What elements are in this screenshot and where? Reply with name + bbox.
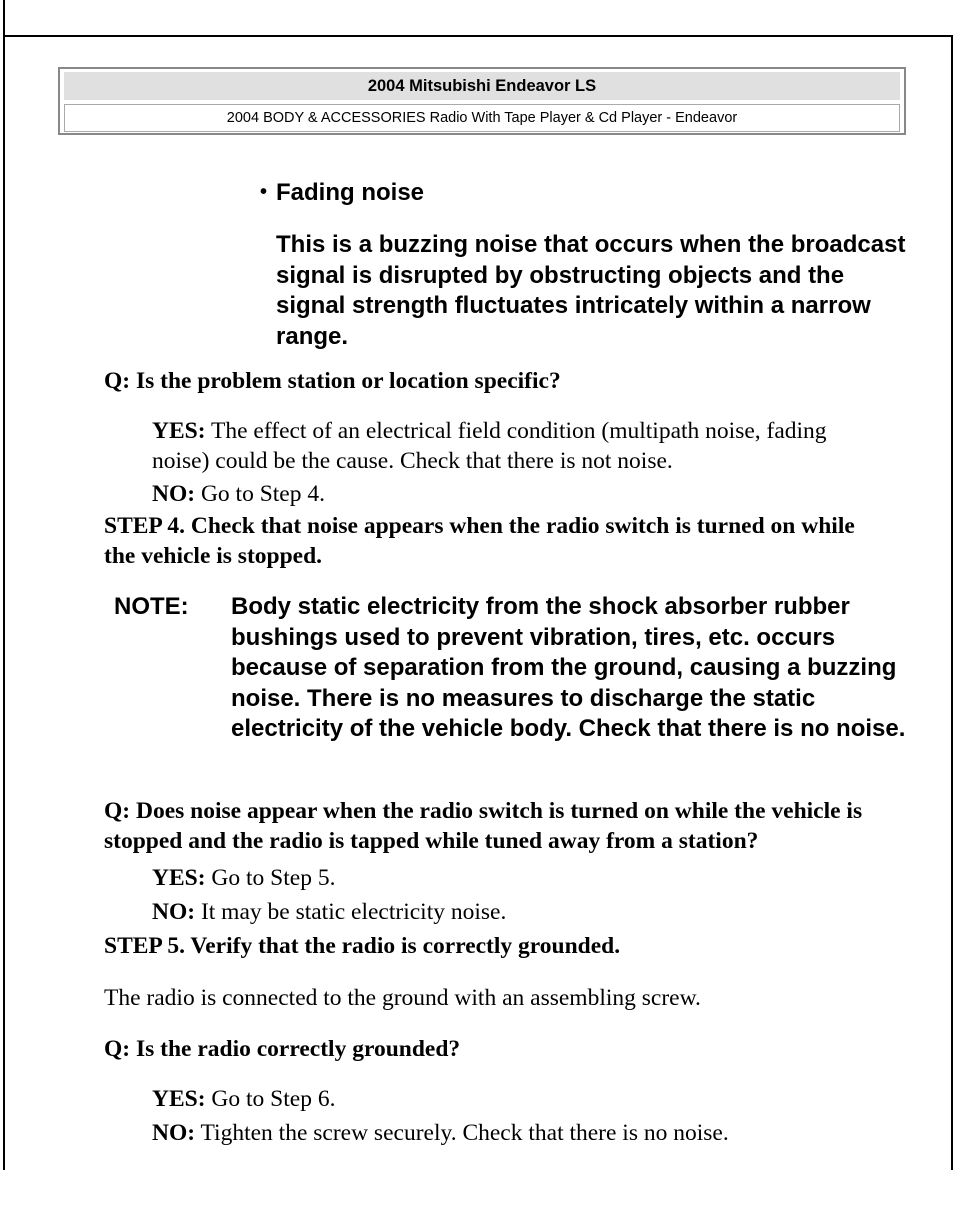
- no-text: Go to Step 4.: [195, 481, 325, 507]
- step-5-heading: STEP 5. Verify that the radio is correctly grounded.: [104, 933, 621, 959]
- answer-no-1: [152, 479, 872, 509]
- question-1: Q: Is the problem station or location specific?: [104, 368, 561, 394]
- answer-yes-2: [152, 863, 872, 893]
- fading-noise-description: This is a buzzing noise that occurs when the broadcast signal is disrupted by obstructing objects and the signal strength fluctuates intricately within a narrow range.: [276, 231, 906, 350]
- answer-yes-1: [152, 416, 872, 476]
- no-label: NO:: [152, 1120, 196, 1146]
- header-title: 2004 Mitsubishi Endeavor LS: [64, 72, 900, 100]
- step-4-heading: STEP 4. Check that noise appears when the radio switch is turned on while the vehicle is stopped.: [104, 513, 855, 569]
- header-subtitle: 2004 BODY & ACCESSORIES Radio With Tape Player & Cd Player - Endeavor: [64, 104, 900, 132]
- question-3: Q: Is the radio correctly grounded?: [104, 1036, 461, 1062]
- page-border-top: [3, 35, 953, 37]
- answer-no-2: [152, 897, 872, 927]
- bullet-icon: •: [260, 181, 268, 203]
- yes-label: YES:: [152, 418, 206, 444]
- note-label: NOTE:: [114, 593, 189, 620]
- no-label: NO:: [152, 481, 196, 507]
- page-border-right: [951, 35, 953, 1170]
- yes-text: Go to Step 6.: [205, 1086, 336, 1112]
- step-5-body: The radio is connected to the ground with an assembling screw.: [104, 985, 701, 1011]
- no-text: It may be static electricity noise.: [195, 899, 507, 925]
- document-header: [58, 67, 906, 135]
- no-label: NO:: [152, 899, 196, 925]
- answer-no-3: [152, 1118, 872, 1148]
- yes-label: YES:: [152, 1086, 206, 1112]
- answer-yes-3: [152, 1084, 872, 1114]
- note-text: Body static electricity from the shock absorber rubber bushings used to prevent vibration, tires, etc. occurs because of separation from the ground, causing a buzzing noise. There is no measures to discharge the static electricity of the vehicle body. Check that there is no noise.: [231, 593, 906, 742]
- question-2: Q: Does noise appear when the radio switch is turned on while the vehicle is stopped and the radio is tapped while tuned away from a station?: [104, 798, 863, 854]
- fading-noise-title: Fading noise: [276, 179, 425, 206]
- yes-text: Go to Step 5.: [205, 865, 336, 891]
- no-text: Tighten the screw securely. Check that there is no noise.: [195, 1120, 729, 1146]
- page-border-left: [3, 0, 5, 1170]
- yes-label: YES:: [152, 865, 206, 891]
- yes-text: The effect of an electrical field condition (multipath noise, fading noise) could be the cause. Check that there is not noise.: [152, 418, 827, 474]
